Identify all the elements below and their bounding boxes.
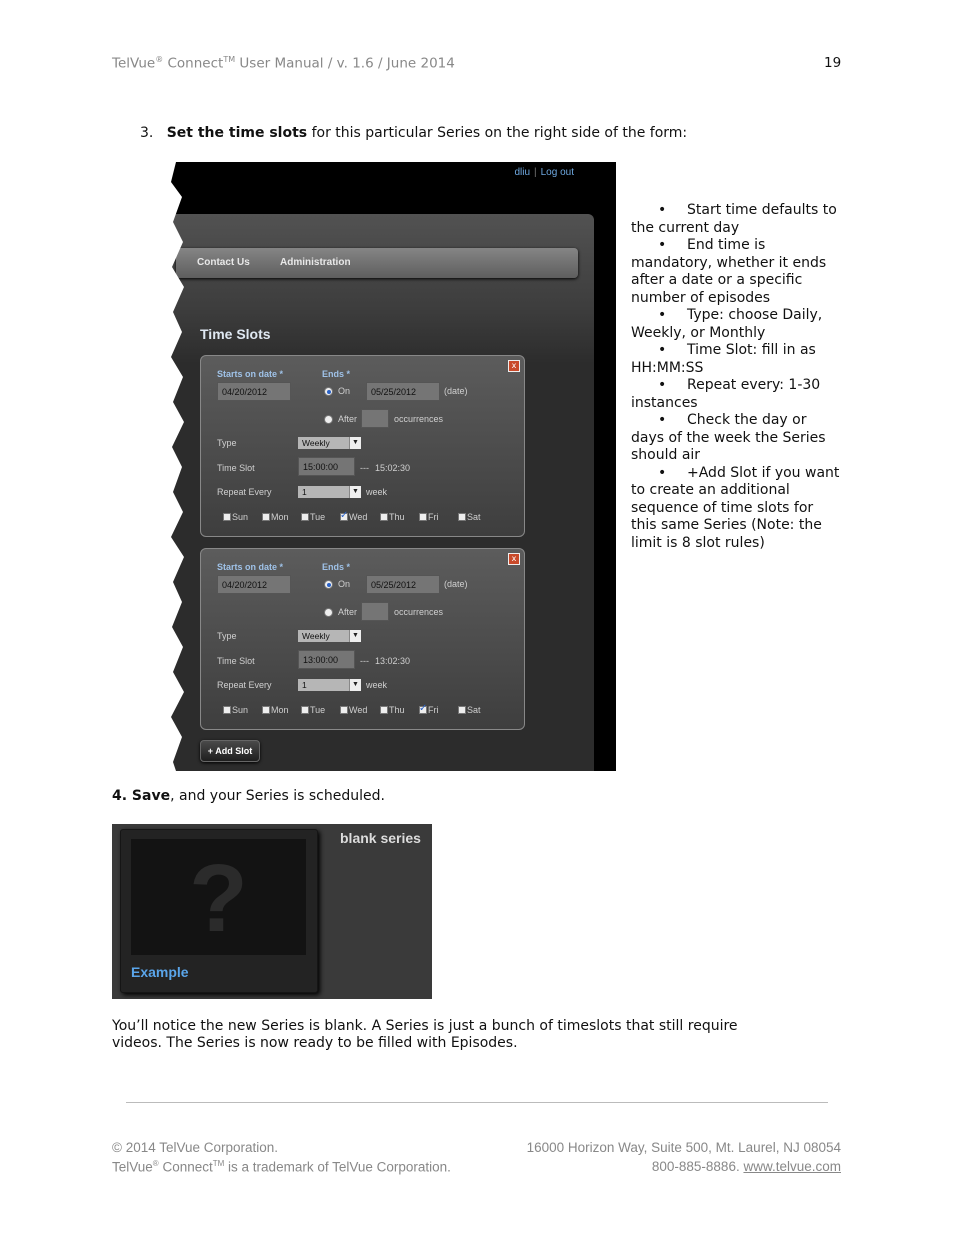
day-checkbox-mon[interactable] bbox=[262, 512, 289, 522]
series-card[interactable] bbox=[120, 829, 318, 993]
type-label: Type bbox=[217, 631, 237, 641]
day-label: Sun bbox=[232, 512, 249, 522]
checkbox[interactable] bbox=[301, 513, 309, 521]
time-dash: --- bbox=[360, 656, 369, 666]
running-header bbox=[112, 55, 455, 72]
time-slots-title: Time Slots bbox=[200, 326, 271, 342]
time-slot-box bbox=[200, 355, 525, 537]
repeat-select-value: 1 bbox=[302, 487, 307, 497]
header-tm-mark: TM bbox=[223, 55, 236, 64]
day-checkbox-tue[interactable] bbox=[301, 705, 325, 715]
time-end-value: 13:02:30 bbox=[375, 656, 411, 666]
user-links bbox=[514, 167, 574, 178]
day-checkbox-sat[interactable] bbox=[458, 705, 481, 715]
ends-after-radio[interactable] bbox=[324, 608, 333, 617]
occurrences-label: occurrences bbox=[394, 414, 444, 424]
time-end-value: 15:02:30 bbox=[375, 463, 411, 473]
day-label: Tue bbox=[310, 705, 326, 715]
footer-reg-mark: ® bbox=[152, 1159, 159, 1168]
time-dash: --- bbox=[360, 463, 369, 473]
step-3-number: 3. bbox=[140, 125, 154, 141]
day-checkbox-fri[interactable] bbox=[419, 705, 439, 715]
footer-divider bbox=[126, 1102, 828, 1103]
step-4-text: , and your Series is scheduled. bbox=[170, 788, 385, 804]
header-version: User Manual / v. 1.6 / June 2014 bbox=[235, 55, 455, 72]
day-label: Fri bbox=[428, 512, 439, 522]
logout-link[interactable]: Log out bbox=[540, 167, 574, 178]
chevron-down-icon: ▼ bbox=[349, 486, 361, 498]
after-label: After bbox=[338, 607, 358, 617]
repeat-select-value: 1 bbox=[302, 680, 307, 690]
step-4-bold: 4. Save bbox=[112, 788, 171, 804]
day-checkbox-wed[interactable] bbox=[340, 705, 367, 715]
bullet: • bbox=[658, 307, 667, 323]
time-slot-label: Time Slot bbox=[217, 463, 255, 473]
note-text: Time Slot: fill in as HH:MM:SS bbox=[631, 342, 816, 376]
note-item bbox=[631, 307, 843, 342]
day-label: Thu bbox=[389, 512, 405, 522]
on-label: On bbox=[338, 579, 351, 589]
user-links-separator: | bbox=[534, 167, 537, 178]
day-checkbox-sun[interactable] bbox=[223, 512, 248, 522]
step-3-text: for this particular Series on the right side of the form: bbox=[307, 125, 688, 141]
day-label: Sun bbox=[232, 705, 249, 715]
chevron-down-icon: ▼ bbox=[349, 679, 361, 691]
side-notes bbox=[631, 202, 843, 552]
ends-on-radio[interactable] bbox=[324, 580, 333, 589]
type-label: Type bbox=[217, 438, 237, 448]
nav-administration[interactable]: Administration bbox=[280, 257, 351, 268]
question-mark-icon: ? bbox=[189, 845, 248, 952]
close-icon[interactable]: x bbox=[508, 360, 520, 372]
week-label: week bbox=[366, 680, 388, 690]
time-slot-box bbox=[200, 548, 525, 730]
repeat-every-label: Repeat Every bbox=[217, 680, 272, 690]
day-checkbox-thu[interactable] bbox=[380, 705, 405, 715]
footer-brand: TelVue bbox=[112, 1159, 153, 1175]
note-text: +Add Slot if you want to create an additional sequence of time slots for this same Series (Note: the limit is 8 slot rules) bbox=[631, 464, 840, 551]
time-slots-screenshot bbox=[170, 162, 616, 771]
day-checkbox-sat[interactable] bbox=[458, 512, 481, 522]
ends-label: Ends * bbox=[322, 562, 351, 572]
date-hint: (date) bbox=[444, 386, 468, 396]
day-label: Wed bbox=[349, 512, 368, 522]
close-icon[interactable]: x bbox=[508, 553, 520, 565]
footer-phone: 800-885-8886. bbox=[651, 1159, 744, 1174]
day-label: Fri bbox=[428, 705, 439, 715]
note-text: Check the day or days of the week the Series should air bbox=[631, 412, 826, 463]
after-label: After bbox=[338, 414, 358, 424]
header-brand: TelVue bbox=[112, 55, 156, 72]
checkbox[interactable] bbox=[458, 706, 466, 714]
time-start-input[interactable]: 15:00:00 bbox=[298, 457, 355, 476]
ends-on-radio[interactable] bbox=[324, 387, 333, 396]
day-label: Sat bbox=[467, 705, 481, 715]
day-checkbox-thu[interactable] bbox=[380, 512, 405, 522]
occurrences-input[interactable] bbox=[361, 602, 389, 621]
date-hint: (date) bbox=[444, 579, 468, 589]
footer-address: 16000 Horizon Way, Suite 500, Mt. Laurel, NJ 08054 bbox=[526, 1140, 841, 1155]
series-thumbnail bbox=[131, 839, 306, 955]
repeat-select[interactable] bbox=[298, 679, 361, 691]
footer-contact bbox=[652, 1159, 841, 1174]
day-checkbox-tue[interactable] bbox=[301, 512, 325, 522]
bullet: • bbox=[658, 464, 667, 481]
day-checkbox-wed[interactable] bbox=[340, 512, 367, 522]
checkbox[interactable] bbox=[262, 706, 270, 714]
bullet: • bbox=[658, 412, 667, 428]
checkbox[interactable] bbox=[380, 706, 388, 714]
day-label: Mon bbox=[271, 705, 289, 715]
note-item bbox=[631, 237, 843, 307]
footer-trademark bbox=[112, 1159, 451, 1175]
start-date-input[interactable]: 04/20/2012 bbox=[217, 382, 291, 401]
checkbox[interactable] bbox=[223, 706, 231, 714]
checkbox[interactable] bbox=[262, 513, 270, 521]
ends-after-radio[interactable] bbox=[324, 415, 333, 424]
nav-contact-us[interactable]: Contact Us bbox=[197, 257, 250, 268]
checkbox[interactable] bbox=[419, 513, 427, 521]
checkbox[interactable] bbox=[223, 513, 231, 521]
step-3 bbox=[140, 125, 687, 141]
note-item bbox=[631, 377, 843, 412]
type-select-value: Weekly bbox=[302, 631, 330, 641]
type-select[interactable] bbox=[298, 437, 361, 449]
footer-website-link[interactable]: www.telvue.com bbox=[743, 1159, 841, 1174]
repeat-select[interactable] bbox=[298, 486, 361, 498]
series-card-name[interactable]: Example bbox=[131, 964, 189, 980]
series-screenshot bbox=[112, 824, 432, 999]
day-label: Mon bbox=[271, 512, 289, 522]
note-text: Type: choose Daily, Weekly, or Monthly bbox=[631, 307, 823, 341]
chevron-down-icon: ▼ bbox=[349, 437, 361, 449]
page-number: 19 bbox=[824, 55, 842, 71]
checkbox[interactable] bbox=[380, 513, 388, 521]
checkbox[interactable] bbox=[458, 513, 466, 521]
time-slot-label: Time Slot bbox=[217, 656, 255, 666]
end-date-input[interactable]: 05/25/2012 bbox=[366, 575, 440, 594]
note-text: End time is mandatory, whether it ends after a date or a specific number of episodes bbox=[631, 237, 827, 306]
step-4 bbox=[112, 788, 385, 804]
day-checkbox-sun[interactable] bbox=[223, 705, 248, 715]
occurrences-label: occurrences bbox=[394, 607, 444, 617]
series-title: blank series bbox=[340, 830, 421, 846]
day-checkbox-fri[interactable] bbox=[419, 512, 439, 522]
type-select[interactable] bbox=[298, 630, 361, 642]
day-label: Wed bbox=[349, 705, 368, 715]
header-reg-mark: ® bbox=[155, 55, 164, 64]
day-label: Sat bbox=[467, 512, 481, 522]
checkbox[interactable] bbox=[301, 706, 309, 714]
nav-bar bbox=[176, 248, 578, 278]
footer-product: Connect bbox=[158, 1159, 213, 1175]
type-select-value: Weekly bbox=[302, 438, 330, 448]
note-item bbox=[631, 412, 843, 465]
body-paragraph: You’ll notice the new Series is blank. A Series is just a bunch of timeslots that still require videos. The Series is now ready to be filled with Episodes. bbox=[112, 1018, 738, 1051]
start-date-input[interactable]: 04/20/2012 bbox=[217, 575, 291, 594]
footer-copyright: © 2014 TelVue Corporation. bbox=[112, 1140, 279, 1155]
ends-label: Ends * bbox=[322, 369, 351, 379]
footer-trademark-text: is a trademark of TelVue Corporation. bbox=[224, 1159, 451, 1175]
occurrences-input[interactable] bbox=[361, 409, 389, 428]
week-label: week bbox=[366, 487, 388, 497]
checkbox-checked[interactable] bbox=[419, 706, 427, 714]
day-checkbox-mon[interactable] bbox=[262, 705, 289, 715]
starts-on-label: Starts on date * bbox=[217, 369, 284, 379]
starts-on-label: Starts on date * bbox=[217, 562, 284, 572]
bullet: • bbox=[658, 237, 667, 253]
bullet: • bbox=[658, 377, 667, 393]
username-link[interactable]: dliu bbox=[514, 167, 531, 178]
footer-tm-mark: TM bbox=[212, 1159, 225, 1168]
day-label: Tue bbox=[310, 512, 326, 522]
on-label: On bbox=[338, 386, 351, 396]
note-item bbox=[631, 202, 843, 237]
header-product: Connect bbox=[163, 55, 224, 72]
note-item bbox=[631, 465, 843, 553]
repeat-every-label: Repeat Every bbox=[217, 487, 272, 497]
end-date-input[interactable]: 05/25/2012 bbox=[366, 382, 440, 401]
checkbox[interactable] bbox=[340, 706, 348, 714]
add-slot-button[interactable]: + Add Slot bbox=[200, 740, 260, 762]
step-3-bold: Set the time slots bbox=[166, 125, 308, 141]
top-bar bbox=[170, 162, 616, 214]
bullet: • bbox=[658, 202, 667, 218]
note-item bbox=[631, 342, 843, 377]
day-label: Thu bbox=[389, 705, 405, 715]
chevron-down-icon: ▼ bbox=[349, 630, 361, 642]
note-text: Start time defaults to the current day bbox=[631, 202, 837, 236]
time-start-input[interactable]: 13:00:00 bbox=[298, 650, 355, 669]
checkbox-checked[interactable] bbox=[340, 513, 348, 521]
note-text: Repeat every: 1-30 instances bbox=[631, 377, 821, 411]
bullet: • bbox=[658, 342, 667, 358]
